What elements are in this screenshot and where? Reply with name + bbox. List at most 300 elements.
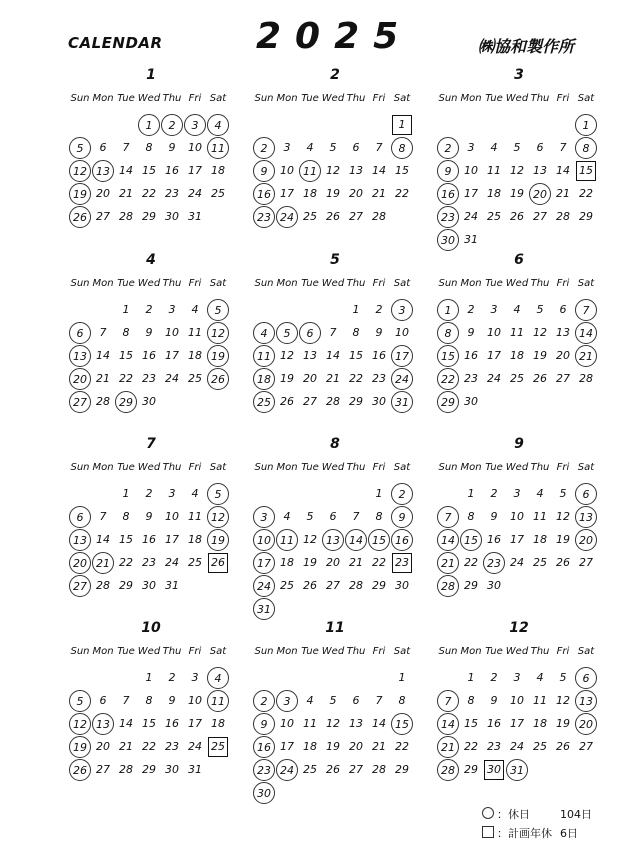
holiday-day: 18 bbox=[253, 368, 275, 390]
calendar-day: 28 bbox=[556, 210, 570, 223]
calendar-day: 6 bbox=[352, 694, 360, 707]
calendar-day: 18 bbox=[487, 187, 501, 200]
weekday-label: Wed bbox=[505, 93, 529, 104]
weekday-label: Wed bbox=[137, 93, 161, 104]
calendar-day: 13 bbox=[533, 164, 547, 177]
calendar-day: 22 bbox=[579, 187, 593, 200]
weekday-label: Sun bbox=[438, 646, 458, 657]
holiday-day: 17 bbox=[391, 345, 413, 367]
weekday-label: Sun bbox=[254, 278, 274, 289]
calendar-day: 9 bbox=[168, 694, 176, 707]
calendar-day: 24 bbox=[510, 740, 524, 753]
month-12 bbox=[438, 620, 618, 816]
weekday-label: Mon bbox=[92, 462, 114, 473]
calendar-day: 21 bbox=[119, 740, 133, 753]
calendar-day: 4 bbox=[283, 510, 291, 523]
calendar-day: 15 bbox=[119, 349, 133, 362]
planned-leave-day: 30 bbox=[484, 760, 504, 780]
calendar-day: 20 bbox=[303, 372, 317, 385]
calendar-day: 11 bbox=[303, 717, 317, 730]
holiday-day: 13 bbox=[92, 160, 114, 182]
holiday-day: 3 bbox=[184, 114, 206, 136]
calendar-day: 6 bbox=[99, 694, 107, 707]
calendar-day: 13 bbox=[349, 717, 363, 730]
calendar-day: 1 bbox=[352, 303, 360, 316]
weekday-label: Sat bbox=[577, 646, 595, 657]
weekday-label: Sat bbox=[209, 646, 227, 657]
calendar-day: 28 bbox=[349, 579, 363, 592]
planned-leave-day: 1 bbox=[392, 115, 412, 135]
holiday-day: 17 bbox=[253, 552, 275, 574]
holiday-day: 5 bbox=[69, 137, 91, 159]
calendar-day: 10 bbox=[464, 164, 478, 177]
calendar-day: 7 bbox=[329, 326, 337, 339]
planned-leave-day: 25 bbox=[208, 737, 228, 757]
calendar-day: 17 bbox=[464, 187, 478, 200]
weekday-label: Tue bbox=[117, 646, 135, 657]
calendar-day: 6 bbox=[99, 141, 107, 154]
weekday-label: Fri bbox=[372, 462, 386, 473]
legend-planned-count: 6日 bbox=[560, 827, 578, 840]
calendar-day: 29 bbox=[464, 579, 478, 592]
holiday-day: 23 bbox=[483, 552, 505, 574]
calendar-day: 18 bbox=[533, 717, 547, 730]
holiday-day: 3 bbox=[391, 299, 413, 321]
calendar-day: 22 bbox=[142, 740, 156, 753]
holiday-day: 24 bbox=[253, 575, 275, 597]
calendar-day: 13 bbox=[556, 326, 570, 339]
calendar-day: 10 bbox=[487, 326, 501, 339]
calendar-day: 18 bbox=[510, 349, 524, 362]
holiday-day: 31 bbox=[391, 391, 413, 413]
calendar-day: 5 bbox=[329, 694, 337, 707]
calendar-day: 9 bbox=[375, 326, 383, 339]
calendar-day: 2 bbox=[145, 487, 153, 500]
calendar-day: 25 bbox=[303, 763, 317, 776]
weekday-label: Sat bbox=[209, 278, 227, 289]
calendar-day: 8 bbox=[352, 326, 360, 339]
calendar-day: 30 bbox=[165, 210, 179, 223]
holiday-day: 9 bbox=[437, 160, 459, 182]
calendar-day: 24 bbox=[464, 210, 478, 223]
weekday-label: Wed bbox=[321, 462, 345, 473]
holiday-day: 13 bbox=[575, 690, 597, 712]
weekday-label: Tue bbox=[485, 278, 503, 289]
weekday-label: Thu bbox=[162, 646, 182, 657]
weekday-label: Fri bbox=[556, 278, 570, 289]
weekday-label: Fri bbox=[372, 646, 386, 657]
calendar-day: 19 bbox=[556, 533, 570, 546]
calendar-day: 2 bbox=[490, 487, 498, 500]
holiday-day: 2 bbox=[437, 137, 459, 159]
weekday-label: Sat bbox=[393, 278, 411, 289]
year-title: 2025 bbox=[256, 16, 413, 57]
weekday-label: Thu bbox=[530, 646, 550, 657]
weekday-label: Mon bbox=[276, 646, 298, 657]
weekday-label: Sun bbox=[70, 278, 90, 289]
calendar-day: 27 bbox=[349, 210, 363, 223]
weekday-label: Wed bbox=[505, 278, 529, 289]
calendar-day: 15 bbox=[395, 164, 409, 177]
holiday-day: 12 bbox=[207, 322, 229, 344]
month-name: 10 bbox=[141, 620, 161, 636]
calendar-day: 26 bbox=[326, 210, 340, 223]
calendar-day: 3 bbox=[168, 303, 176, 316]
weekday-label: Mon bbox=[92, 278, 114, 289]
weekday-label: Mon bbox=[460, 278, 482, 289]
weekday-label: Mon bbox=[92, 646, 114, 657]
calendar-day: 22 bbox=[395, 740, 409, 753]
calendar-day: 25 bbox=[188, 556, 202, 569]
calendar-day: 4 bbox=[536, 671, 544, 684]
month-9 bbox=[438, 436, 618, 632]
month-5 bbox=[254, 252, 434, 448]
calendar-day: 28 bbox=[119, 210, 133, 223]
holiday-day: 19 bbox=[207, 529, 229, 551]
calendar-day: 20 bbox=[349, 187, 363, 200]
calendar-day: 30 bbox=[395, 579, 409, 592]
holiday-day: 31 bbox=[253, 598, 275, 620]
calendar-day: 28 bbox=[372, 210, 386, 223]
weekday-label: Thu bbox=[530, 278, 550, 289]
legend-holiday-label: ：休日 bbox=[497, 808, 530, 821]
legend-holiday bbox=[482, 806, 592, 822]
month-name: 6 bbox=[514, 252, 524, 268]
planned-leave-day: 15 bbox=[576, 161, 596, 181]
calendar-day: 18 bbox=[303, 740, 317, 753]
weekday-label: Tue bbox=[301, 462, 319, 473]
holiday-day: 26 bbox=[69, 759, 91, 781]
holiday-day: 12 bbox=[69, 160, 91, 182]
holiday-day: 23 bbox=[253, 206, 275, 228]
weekday-label: Tue bbox=[485, 93, 503, 104]
calendar-day: 23 bbox=[142, 372, 156, 385]
square-icon bbox=[482, 826, 494, 838]
weekday-label: Thu bbox=[162, 93, 182, 104]
calendar-day: 29 bbox=[349, 395, 363, 408]
calendar-day: 4 bbox=[191, 303, 199, 316]
calendar-day: 25 bbox=[188, 372, 202, 385]
calendar-day: 11 bbox=[188, 510, 202, 523]
calendar-day: 4 bbox=[306, 141, 314, 154]
calendar-day: 19 bbox=[280, 372, 294, 385]
calendar-day: 22 bbox=[464, 556, 478, 569]
calendar-day: 19 bbox=[303, 556, 317, 569]
calendar-day: 11 bbox=[533, 510, 547, 523]
calendar-day: 2 bbox=[467, 303, 475, 316]
calendar-day: 19 bbox=[326, 740, 340, 753]
holiday-day: 10 bbox=[253, 529, 275, 551]
calendar-day: 9 bbox=[145, 510, 153, 523]
holiday-day: 13 bbox=[69, 345, 91, 367]
holiday-day: 24 bbox=[391, 368, 413, 390]
calendar-day: 17 bbox=[165, 349, 179, 362]
holiday-day: 1 bbox=[437, 299, 459, 321]
calendar-day: 31 bbox=[188, 763, 202, 776]
holiday-day: 30 bbox=[253, 782, 275, 804]
weekday-label: Thu bbox=[346, 646, 366, 657]
calendar-day: 20 bbox=[96, 187, 110, 200]
calendar-day: 7 bbox=[375, 694, 383, 707]
calendar-day: 27 bbox=[579, 556, 593, 569]
weekday-label: Tue bbox=[117, 278, 135, 289]
holiday-day: 14 bbox=[437, 529, 459, 551]
weekday-label: Thu bbox=[346, 462, 366, 473]
calendar-day: 28 bbox=[119, 763, 133, 776]
weekday-label: Fri bbox=[372, 93, 386, 104]
month-6 bbox=[438, 252, 618, 448]
calendar-day: 28 bbox=[579, 372, 593, 385]
calendar-day: 7 bbox=[99, 510, 107, 523]
holiday-day: 8 bbox=[437, 322, 459, 344]
calendar-day: 27 bbox=[326, 579, 340, 592]
holiday-day: 20 bbox=[529, 183, 551, 205]
weekday-label: Mon bbox=[276, 93, 298, 104]
holiday-day: 14 bbox=[437, 713, 459, 735]
calendar-day: 14 bbox=[556, 164, 570, 177]
holiday-day: 3 bbox=[253, 506, 275, 528]
weekday-label: Mon bbox=[276, 278, 298, 289]
circle-icon bbox=[482, 807, 494, 819]
calendar-day: 12 bbox=[510, 164, 524, 177]
calendar-day: 10 bbox=[280, 164, 294, 177]
calendar-day: 12 bbox=[556, 694, 570, 707]
calendar-day: 25 bbox=[533, 740, 547, 753]
weekday-label: Sat bbox=[577, 462, 595, 473]
calendar-day: 10 bbox=[188, 694, 202, 707]
calendar-day: 8 bbox=[467, 510, 475, 523]
calendar-day: 29 bbox=[372, 579, 386, 592]
weekday-label: Wed bbox=[321, 278, 345, 289]
weekday-label: Sat bbox=[393, 93, 411, 104]
holiday-day: 26 bbox=[69, 206, 91, 228]
calendar-day: 30 bbox=[142, 579, 156, 592]
calendar-day: 3 bbox=[490, 303, 498, 316]
calendar-day: 6 bbox=[559, 303, 567, 316]
holiday-day: 12 bbox=[69, 713, 91, 735]
weekday-label: Wed bbox=[505, 646, 529, 657]
calendar-day: 8 bbox=[122, 326, 130, 339]
calendar-day: 25 bbox=[533, 556, 547, 569]
calendar-day: 19 bbox=[510, 187, 524, 200]
calendar-day: 7 bbox=[99, 326, 107, 339]
holiday-day: 3 bbox=[276, 690, 298, 712]
month-2 bbox=[254, 67, 434, 263]
weekday-label: Mon bbox=[460, 646, 482, 657]
holiday-day: 25 bbox=[253, 391, 275, 413]
calendar-day: 21 bbox=[326, 372, 340, 385]
calendar-day: 22 bbox=[372, 556, 386, 569]
calendar-day: 12 bbox=[326, 164, 340, 177]
month-name: 7 bbox=[146, 436, 156, 452]
calendar-day: 1 bbox=[467, 671, 475, 684]
holiday-day: 19 bbox=[207, 345, 229, 367]
calendar-day: 18 bbox=[303, 187, 317, 200]
calendar-day: 30 bbox=[165, 763, 179, 776]
calendar-day: 31 bbox=[188, 210, 202, 223]
holiday-day: 4 bbox=[253, 322, 275, 344]
calendar-day: 25 bbox=[510, 372, 524, 385]
holiday-day: 19 bbox=[69, 183, 91, 205]
weekday-label: Fri bbox=[372, 278, 386, 289]
calendar-day: 18 bbox=[188, 349, 202, 362]
calendar-day: 23 bbox=[464, 372, 478, 385]
calendar-day: 3 bbox=[513, 487, 521, 500]
calendar-day: 9 bbox=[490, 510, 498, 523]
weekday-label: Tue bbox=[301, 278, 319, 289]
weekday-label: Wed bbox=[321, 646, 345, 657]
calendar-day: 21 bbox=[96, 372, 110, 385]
calendar-day: 7 bbox=[122, 141, 130, 154]
calendar-day: 28 bbox=[96, 395, 110, 408]
holiday-day: 4 bbox=[207, 114, 229, 136]
weekday-label: Wed bbox=[137, 462, 161, 473]
holiday-day: 8 bbox=[575, 137, 597, 159]
calendar-day: 24 bbox=[487, 372, 501, 385]
holiday-day: 21 bbox=[437, 552, 459, 574]
calendar-day: 17 bbox=[487, 349, 501, 362]
calendar-day: 12 bbox=[303, 533, 317, 546]
calendar-day: 9 bbox=[145, 326, 153, 339]
calendar-day: 22 bbox=[119, 372, 133, 385]
calendar-day: 29 bbox=[395, 763, 409, 776]
weekday-label: Thu bbox=[530, 462, 550, 473]
month-name: 9 bbox=[514, 436, 524, 452]
legend-holiday-count: 104日 bbox=[560, 808, 592, 821]
holiday-day: 15 bbox=[391, 713, 413, 735]
calendar-day: 29 bbox=[142, 763, 156, 776]
holiday-day: 29 bbox=[437, 391, 459, 413]
month-10 bbox=[70, 620, 250, 816]
weekday-label: Sun bbox=[438, 462, 458, 473]
weekday-label: Sat bbox=[209, 462, 227, 473]
calendar-day: 8 bbox=[398, 694, 406, 707]
holiday-day: 24 bbox=[276, 759, 298, 781]
calendar-day: 23 bbox=[372, 372, 386, 385]
holiday-day: 9 bbox=[391, 506, 413, 528]
holiday-day: 2 bbox=[253, 690, 275, 712]
calendar-day: 4 bbox=[191, 487, 199, 500]
calendar-day: 11 bbox=[533, 694, 547, 707]
weekday-label: Sun bbox=[70, 93, 90, 104]
calendar-day: 20 bbox=[349, 740, 363, 753]
calendar-day: 18 bbox=[533, 533, 547, 546]
calendar-day: 5 bbox=[329, 141, 337, 154]
calendar-day: 17 bbox=[188, 717, 202, 730]
calendar-day: 26 bbox=[326, 763, 340, 776]
calendar-day: 18 bbox=[211, 164, 225, 177]
holiday-day: 16 bbox=[391, 529, 413, 551]
calendar-day: 30 bbox=[372, 395, 386, 408]
holiday-day: 27 bbox=[69, 391, 91, 413]
calendar-day: 12 bbox=[556, 510, 570, 523]
calendar-day: 5 bbox=[513, 141, 521, 154]
calendar-day: 18 bbox=[211, 717, 225, 730]
calendar-day: 7 bbox=[122, 694, 130, 707]
calendar-day: 11 bbox=[188, 326, 202, 339]
calendar-day: 26 bbox=[556, 740, 570, 753]
calendar-day: 16 bbox=[372, 349, 386, 362]
calendar-day: 26 bbox=[556, 556, 570, 569]
calendar-day: 3 bbox=[168, 487, 176, 500]
calendar-day: 14 bbox=[96, 349, 110, 362]
weekday-label: Tue bbox=[117, 93, 135, 104]
calendar-day: 1 bbox=[145, 671, 153, 684]
month-name: 5 bbox=[330, 252, 340, 268]
holiday-day: 11 bbox=[207, 690, 229, 712]
calendar-day: 21 bbox=[372, 740, 386, 753]
calendar-day: 7 bbox=[559, 141, 567, 154]
month-3 bbox=[438, 67, 618, 263]
holiday-day: 19 bbox=[69, 736, 91, 758]
calendar-day: 5 bbox=[559, 487, 567, 500]
calendar-day: 8 bbox=[467, 694, 475, 707]
month-name: 11 bbox=[325, 620, 345, 636]
holiday-day: 1 bbox=[575, 114, 597, 136]
calendar-day: 14 bbox=[119, 717, 133, 730]
calendar-day: 10 bbox=[510, 510, 524, 523]
holiday-day: 5 bbox=[69, 690, 91, 712]
holiday-day: 12 bbox=[207, 506, 229, 528]
calendar-day: 21 bbox=[556, 187, 570, 200]
weekday-label: Fri bbox=[188, 646, 202, 657]
holiday-day: 6 bbox=[69, 506, 91, 528]
calendar-day: 25 bbox=[211, 187, 225, 200]
calendar-day: 29 bbox=[464, 763, 478, 776]
holiday-day: 7 bbox=[437, 690, 459, 712]
calendar-day: 20 bbox=[556, 349, 570, 362]
calendar-day: 10 bbox=[165, 326, 179, 339]
calendar-day: 26 bbox=[280, 395, 294, 408]
holiday-day: 21 bbox=[575, 345, 597, 367]
month-name: 3 bbox=[514, 67, 524, 83]
calendar-day: 1 bbox=[398, 671, 406, 684]
calendar-day: 9 bbox=[490, 694, 498, 707]
calendar-day: 2 bbox=[168, 671, 176, 684]
calendar-day: 4 bbox=[306, 694, 314, 707]
calendar-day: 19 bbox=[533, 349, 547, 362]
calendar-day: 24 bbox=[165, 556, 179, 569]
calendar-day: 8 bbox=[145, 694, 153, 707]
weekday-label: Fri bbox=[188, 93, 202, 104]
calendar-day: 17 bbox=[165, 533, 179, 546]
calendar-day: 6 bbox=[352, 141, 360, 154]
calendar-day: 10 bbox=[395, 326, 409, 339]
calendar-day: 17 bbox=[510, 533, 524, 546]
weekday-label: Tue bbox=[485, 462, 503, 473]
calendar-day: 2 bbox=[490, 671, 498, 684]
calendar-day: 23 bbox=[487, 740, 501, 753]
holiday-day: 13 bbox=[69, 529, 91, 551]
weekday-label: Mon bbox=[92, 93, 114, 104]
holiday-day: 2 bbox=[161, 114, 183, 136]
weekday-label: Tue bbox=[301, 646, 319, 657]
holiday-day: 11 bbox=[276, 529, 298, 551]
holiday-day: 20 bbox=[69, 552, 91, 574]
weekday-label: Tue bbox=[485, 646, 503, 657]
holiday-day: 2 bbox=[391, 483, 413, 505]
calendar-day: 23 bbox=[142, 556, 156, 569]
calendar-day: 25 bbox=[303, 210, 317, 223]
holiday-day: 6 bbox=[575, 667, 597, 689]
holiday-day: 16 bbox=[437, 183, 459, 205]
weekday-label: Fri bbox=[188, 462, 202, 473]
calendar-day: 19 bbox=[556, 717, 570, 730]
holiday-day: 6 bbox=[575, 483, 597, 505]
holiday-day: 21 bbox=[437, 736, 459, 758]
calendar-day: 15 bbox=[142, 717, 156, 730]
weekday-label: Sat bbox=[577, 93, 595, 104]
